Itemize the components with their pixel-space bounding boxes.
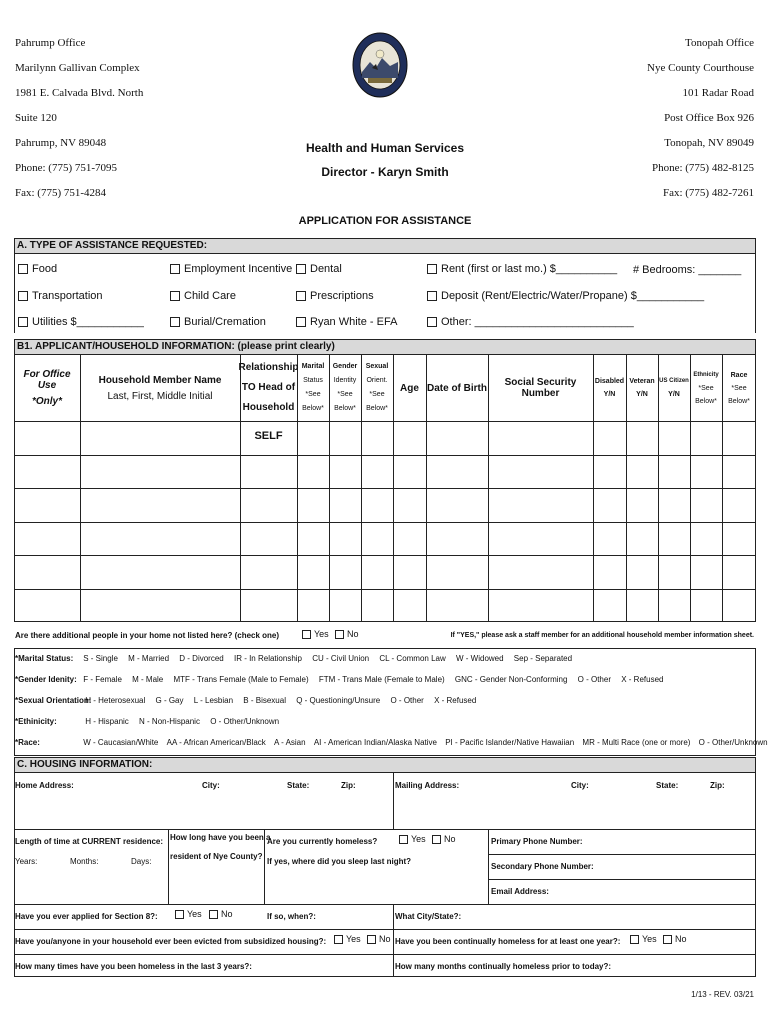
section-b1-header: B1. APPLICANT/HOUSEHOLD INFORMATION: (please print clearly) <box>14 339 756 355</box>
relationship-line1: Relationship <box>238 362 299 373</box>
relationship-line2: TO Head of <box>241 382 296 393</box>
county-seal <box>352 32 408 98</box>
marital-legend <box>15 653 580 665</box>
legend-item: IR - In Relationship <box>233 654 302 663</box>
housing-box <box>14 772 756 977</box>
legend-item: F - Female <box>83 675 122 684</box>
row-divider <box>14 904 756 905</box>
burial-label: Burial/Cremation <box>184 316 266 328</box>
sexual-line2: Orient. <box>366 377 388 384</box>
mailing-city-label: City: <box>571 781 589 790</box>
legend-item: O - Other/Unknown <box>210 717 280 726</box>
continual-homeless-label: Have you been continually homeless for at least one year?: <box>395 937 621 946</box>
mailing-address-label: Mailing Address: <box>395 781 460 790</box>
continual-yes-label: Yes <box>642 934 657 944</box>
legend-item: CL - Common Law <box>379 654 446 663</box>
col-divider <box>393 772 394 829</box>
ethnicity-header <box>690 358 722 418</box>
legend-item: O - Other <box>390 696 424 705</box>
legend-item: H - Hispanic <box>85 717 129 726</box>
legend-item: PI - Pacific Islander/Native Hawaiian <box>445 738 575 747</box>
row-divider <box>14 589 756 590</box>
race-legend-label: *Race: <box>15 738 40 747</box>
section8-no-option[interactable] <box>209 909 233 919</box>
evicted-yes-label: Yes <box>346 934 361 944</box>
sexual-legend-label: *Sexual Orientation: <box>15 696 92 705</box>
gender-line4: Below* <box>334 405 356 412</box>
row-divider <box>488 854 756 855</box>
section8-yes-option[interactable] <box>175 909 202 919</box>
other-checkbox[interactable] <box>427 317 437 327</box>
bedrooms-field[interactable]: # Bedrooms: _______ <box>633 264 742 276</box>
marital-line4: Below* <box>302 405 324 412</box>
additional-yes-checkbox[interactable] <box>302 630 311 639</box>
length-time-label: Length of time at CURRENT residence: <box>15 837 164 846</box>
section8-yes-label: Yes <box>187 909 202 919</box>
section-c-header: C. HOUSING INFORMATION: <box>14 757 756 773</box>
col-divider <box>393 904 394 977</box>
disabled-header <box>593 358 626 418</box>
section8-no-checkbox[interactable] <box>209 910 218 919</box>
office-street: 1981 E. Calvada Blvd. North <box>15 87 144 99</box>
transportation-option[interactable] <box>18 290 103 302</box>
office-use-line2: *Only* <box>31 396 62 407</box>
legend-item: A - Asian <box>274 738 306 747</box>
times-homeless-label: How many times have you been homeless in the last 3 years?: <box>15 962 252 971</box>
homeless-no-option[interactable] <box>432 834 456 844</box>
row-divider <box>14 522 756 523</box>
marital-header <box>297 358 329 418</box>
legend-item: L - Lesbian <box>193 696 234 705</box>
section8-yes-checkbox[interactable] <box>175 910 184 919</box>
additional-yes-label: Yes <box>314 629 329 639</box>
employment-checkbox[interactable] <box>170 264 180 274</box>
veteran-line1: Veteran <box>629 378 655 385</box>
section8-no-label: No <box>221 909 233 919</box>
how-long-line1: How long have you been a <box>170 833 271 842</box>
other-option[interactable] <box>427 316 634 328</box>
legend-item: Sep - Separated <box>513 654 573 663</box>
legend-item: FTM - Trans Male (Female to Male) <box>318 675 445 684</box>
legend-item: AI - American Indian/Alaska Native <box>313 738 437 747</box>
home-city-label: City: <box>202 781 220 790</box>
employment-option[interactable] <box>170 263 292 275</box>
office-building: Nye County Courthouse <box>647 62 754 74</box>
ethnicity-line2: *See <box>698 384 714 392</box>
office-fax: Fax: (775) 482-7261 <box>662 187 754 199</box>
form-title: APPLICATION FOR ASSISTANCE <box>298 215 472 227</box>
sexual-line4: Below* <box>366 405 388 412</box>
office-city: Tonopah, NV 89049 <box>664 137 754 149</box>
ethnicity-legend-label: *Ethinicity: <box>15 717 57 726</box>
evicted-yes-option[interactable] <box>334 934 361 944</box>
legend-item: AA - African American/Black <box>166 738 266 747</box>
utilities-checkbox[interactable] <box>18 317 28 327</box>
food-option[interactable] <box>18 263 57 275</box>
additional-no-option[interactable] <box>335 629 359 639</box>
additional-no-label: No <box>347 629 359 639</box>
what-city-state-label: What City/State?: <box>395 912 462 921</box>
legend-item: W - Caucasian/White <box>83 738 159 747</box>
homeless-no-checkbox[interactable] <box>432 835 441 844</box>
evicted-yes-checkbox[interactable] <box>334 935 343 944</box>
office-use-line1: For Office Use <box>23 369 71 391</box>
prescriptions-checkbox[interactable] <box>296 291 306 301</box>
legend-item: O - Other <box>577 675 611 684</box>
citizen-line2: Y/N <box>668 391 680 398</box>
prescriptions-label: Prescriptions <box>310 290 374 302</box>
relationship-header <box>240 358 297 418</box>
mailing-zip-label: Zip: <box>710 781 725 790</box>
race-line1: Race <box>730 371 748 379</box>
deposit-label: Deposit (Rent/Electric/Water/Propane) $___________ <box>441 290 705 302</box>
primary-phone-label: Primary Phone Number: <box>491 837 583 846</box>
homeless-no-label: No <box>444 834 456 844</box>
rent-option[interactable] <box>427 263 617 275</box>
disabled-line2: Y/N <box>603 391 616 398</box>
legend-item: Q - Questioning/Unsure <box>296 696 381 705</box>
legend-item: M - Married <box>128 654 170 663</box>
evicted-no-label: No <box>379 934 391 944</box>
legend-item: D - Divorced <box>179 654 224 663</box>
other-label: Other: __________________________ <box>441 316 634 328</box>
legend-item: X - Refused <box>434 696 477 705</box>
row-divider <box>14 929 756 930</box>
email-label: Email Address: <box>491 887 549 896</box>
ryan-white-checkbox[interactable] <box>296 317 306 327</box>
legend-item: S - Single <box>83 654 118 663</box>
relationship-line3: Household <box>242 402 295 413</box>
months-homeless-label: How many months continually homeless prior to today?: <box>395 962 612 971</box>
days-label: Days: <box>131 857 152 866</box>
section-a-header: A. TYPE OF ASSISTANCE REQUESTED: <box>14 238 756 254</box>
child-care-checkbox[interactable] <box>170 291 180 301</box>
burial-checkbox[interactable] <box>170 317 180 327</box>
member-name-line1: Household Member Name <box>98 374 222 386</box>
member-name-line2: Last, First, Middle Initial <box>107 390 213 402</box>
row-divider <box>14 954 756 955</box>
veteran-line2: Y/N <box>636 391 648 398</box>
home-address-label: Home Address: <box>15 781 74 790</box>
continual-yes-option[interactable] <box>630 934 657 944</box>
section8-label: Have you ever applied for Section 8?: <box>15 912 158 921</box>
row-divider <box>488 879 756 880</box>
ethnicity-line1: Ethnicity <box>693 371 719 378</box>
seal-graphic <box>352 32 408 98</box>
sexual-legend <box>15 695 484 707</box>
evicted-no-checkbox[interactable] <box>367 935 376 944</box>
race-line2: *See <box>731 384 747 392</box>
legend-item: CU - Civil Union <box>312 654 370 663</box>
gender-line1: Gender <box>332 363 358 370</box>
homeless-yes-checkbox[interactable] <box>399 835 408 844</box>
mailing-state-label: State: <box>656 781 679 790</box>
office-fax: Fax: (775) 751-4284 <box>15 187 107 199</box>
gender-legend <box>15 674 671 686</box>
age-header: Age <box>400 382 419 394</box>
years-label: Years: <box>15 857 38 866</box>
evicted-no-option[interactable] <box>367 934 391 944</box>
transportation-checkbox[interactable] <box>18 291 28 301</box>
legend-item: N - Non-Hispanic <box>139 717 200 726</box>
legend-item: B - Bisexual <box>243 696 286 705</box>
sexual-orient-header <box>361 358 393 418</box>
rent-checkbox[interactable] <box>427 264 437 274</box>
continual-no-option[interactable] <box>663 934 687 944</box>
food-checkbox[interactable] <box>18 264 28 274</box>
gender-header <box>329 358 361 418</box>
additional-yes-option[interactable] <box>302 629 329 639</box>
ssn-header: Social Security Number <box>504 377 577 399</box>
how-long-line2: resident of Nye County? <box>170 852 263 861</box>
office-name: Pahrump Office <box>15 37 86 49</box>
food-label: Food <box>32 263 58 275</box>
homeless-yes-option[interactable] <box>399 834 426 844</box>
dental-checkbox[interactable] <box>296 264 306 274</box>
additional-note: If "YES," please ask a staff member for an additional household member information sheet. <box>450 632 754 639</box>
burial-option[interactable] <box>170 316 266 328</box>
race-header <box>722 358 756 418</box>
marital-legend-label: *Marital Status: <box>15 654 74 663</box>
race-line3: Below* <box>728 397 750 405</box>
row-divider <box>14 488 756 489</box>
pahrump-office-block <box>15 37 143 212</box>
deposit-option[interactable] <box>427 290 704 302</box>
col-divider <box>488 829 489 904</box>
office-suite: Suite 120 <box>15 112 57 124</box>
utilities-option[interactable] <box>18 316 144 328</box>
legend-item: G - Gay <box>155 696 184 705</box>
dob-header: Date of Birth <box>427 382 487 394</box>
home-zip-label: Zip: <box>341 781 356 790</box>
citizen-line1: US Citizen <box>659 378 689 384</box>
agency-name: Health and Human Services <box>305 141 465 155</box>
child-care-option[interactable] <box>170 290 236 302</box>
row-divider <box>14 829 756 830</box>
sexual-line1: Sexual <box>365 363 389 370</box>
legend-item: GNC - Gender Non-Conforming <box>454 675 568 684</box>
legend-item: X - Refused <box>621 675 664 684</box>
additional-people-question: Are there additional people in your home not listed here? (check one) <box>15 631 280 640</box>
secondary-phone-label: Secondary Phone Number: <box>491 862 594 871</box>
office-name: Tonopah Office <box>685 37 754 49</box>
home-state-label: State: <box>287 781 310 790</box>
employment-label: Employment Incentive <box>184 263 293 275</box>
citizen-header <box>658 358 690 418</box>
homeless-where-label: If yes, where did you sleep last night? <box>267 857 412 866</box>
race-legend <box>15 737 768 749</box>
marital-line2: Status <box>303 377 323 384</box>
office-use-header <box>14 358 80 418</box>
prescriptions-option[interactable] <box>296 290 374 302</box>
if-so-when-label: If so, when?: <box>267 912 316 921</box>
continual-no-checkbox[interactable] <box>663 935 672 944</box>
ethnicity-legend <box>15 716 287 728</box>
self-label: SELF <box>254 430 283 442</box>
dental-option[interactable] <box>296 263 342 275</box>
legend-item: W - Widowed <box>456 654 504 663</box>
additional-no-checkbox[interactable] <box>335 630 344 639</box>
continual-no-label: No <box>675 934 687 944</box>
ryan-white-label: Ryan White - EFA <box>310 316 398 328</box>
ethnicity-line3: Below* <box>695 397 717 405</box>
veteran-header <box>626 358 658 418</box>
agency-director: Director - Karyn Smith <box>321 165 449 179</box>
office-street: 101 Radar Road <box>682 87 754 99</box>
utilities-label: Utilities $___________ <box>32 316 144 328</box>
revision-footer: 1/13 - REV. 03/21 <box>691 990 754 999</box>
child-care-label: Child Care <box>184 290 236 302</box>
tonopah-office-block <box>647 37 754 212</box>
legend-item: O - Other/Unknown <box>698 738 768 747</box>
office-building: Marilynn Gallivan Complex <box>15 62 140 74</box>
evicted-label: Have you/anyone in your household ever been evicted from subsidized housing?: <box>15 937 327 946</box>
legend-item: MR - Multi Race (one or more) <box>582 738 691 747</box>
member-name-header <box>80 358 240 418</box>
office-po-box: Post Office Box 926 <box>664 112 754 124</box>
months-label: Months: <box>70 857 99 866</box>
transportation-label: Transportation <box>32 290 103 302</box>
rent-label: Rent (first or last mo.) $__________ <box>441 263 618 275</box>
row-divider <box>14 455 756 456</box>
marital-line1: Marital <box>301 363 325 370</box>
office-phone: Phone: (775) 751-7095 <box>15 162 118 174</box>
legend-item: MTF - Trans Female (Male to Female) <box>173 675 309 684</box>
office-city: Pahrump, NV 89048 <box>15 137 107 149</box>
col-divider <box>168 829 169 904</box>
homeless-question: Are you currently homeless? <box>267 837 378 846</box>
homeless-yes-label: Yes <box>411 834 426 844</box>
sexual-line3: *See <box>369 391 385 398</box>
row-divider <box>14 555 756 556</box>
gender-line2: Identity <box>333 377 357 384</box>
gender-line3: *See <box>337 391 353 398</box>
legend-item: M - Male <box>132 675 164 684</box>
row-divider <box>14 421 756 422</box>
ryan-white-option[interactable] <box>296 316 397 328</box>
dental-label: Dental <box>310 263 342 275</box>
continual-yes-checkbox[interactable] <box>630 935 639 944</box>
marital-line3: *See <box>305 391 321 398</box>
gender-legend-label: *Gender Idenity: <box>15 675 77 684</box>
legend-item: H - Heterosexual <box>85 696 146 705</box>
deposit-checkbox[interactable] <box>427 291 437 301</box>
office-phone: Phone: (775) 482-8125 <box>651 162 754 174</box>
disabled-line1: Disabled <box>594 378 625 385</box>
